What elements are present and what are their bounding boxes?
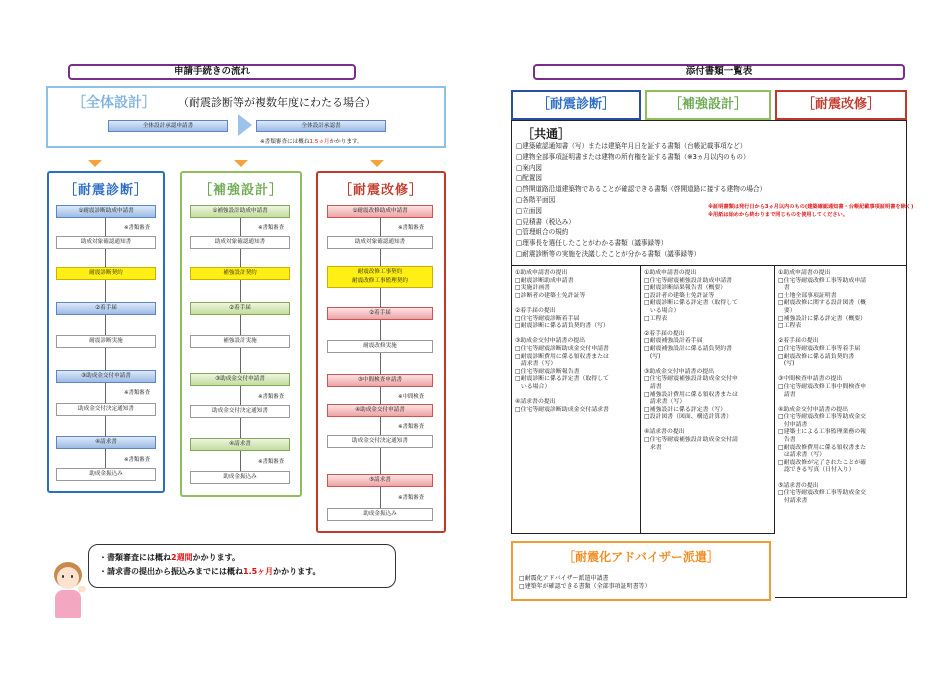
step-box: 助成金交付決定通知書: [56, 403, 156, 416]
step-box: ④請求書: [56, 436, 156, 449]
doc-item: 請求書（写）: [515, 361, 557, 368]
tab-design: ［補強設計］: [645, 90, 771, 120]
step-text: 耐震改修工事契約: [357, 269, 403, 275]
down-arrow-icon: [88, 160, 102, 167]
step-box: 助成金交付決定通知書: [327, 435, 433, 448]
doc-item: ③助成金交付申請書の提出: [644, 368, 715, 375]
step-note: ※書類審査: [124, 457, 151, 463]
doc-item: □住宅等耐震補強設計助成申請書: [644, 277, 733, 284]
doc-item: 請求書（写）: [644, 399, 686, 406]
step-box: 助成金振込み: [190, 471, 290, 484]
down-arrow-icon: [370, 160, 384, 167]
doc-item: □建築確認通知書（写）または建築年月日を証する書類（台帳記載事項など）: [516, 142, 747, 150]
doc-item: ②着手届の提出: [515, 307, 556, 314]
doc-item: ①助成申請書の提出: [515, 270, 568, 276]
doc-item: □耐震改修に係る請負契約書: [778, 353, 855, 360]
step-box: 耐震診断契約: [56, 267, 156, 280]
doc-item: □耐震化アドバイザー派遣申請書: [519, 575, 609, 582]
doc-item: ④助成金交付申請書の提出: [778, 406, 849, 413]
doc-item: □実施計画書: [515, 285, 551, 292]
doc-item: 付申請書: [778, 421, 808, 428]
step-note: ※書類審査: [258, 459, 285, 465]
doc-item: 付請求書: [778, 497, 808, 504]
doc-item: □住宅等耐震補強設計助成金交付請: [644, 437, 738, 444]
step-note: ※書類審査: [398, 225, 425, 231]
doc-item: □補強設計に係る評定書（写）: [644, 406, 727, 413]
column-title: ［補強設計］: [198, 183, 283, 198]
common-docs-list: [516, 141, 766, 260]
all-design-section: [46, 86, 446, 148]
notice-line: ・書類審査には概ね2週間かかります。: [99, 553, 240, 562]
notice-bubble: [88, 544, 396, 588]
doc-item: □耐震診断等の実施を決議したことが分かる書類（議事録等）: [516, 249, 701, 258]
step-box: ④助成金交付申請書: [327, 404, 433, 417]
doc-item: □住宅等耐震診断助成金交付請求書: [515, 406, 609, 413]
all-design-note: ※書類審査には概ね1.5ヵ月かかります。: [260, 139, 363, 145]
diagnosis-docs-box: [511, 266, 641, 534]
doc-item: □耐震診断費用に係る領収書または: [515, 353, 609, 360]
step-box: 助成金交付決定通知書: [190, 405, 290, 418]
doc-item: □啓開道路沿道建築物であることが確認できる書類（啓開道路に接する建物の場合）: [516, 185, 767, 194]
doc-item: □診断者の建築士免許証等: [515, 292, 586, 299]
diagnosis-docs-list: [515, 270, 609, 414]
flow-title: 申請手続きの流れ: [68, 64, 356, 80]
advisor-box: [511, 541, 771, 601]
step-box: ②着手届: [190, 302, 290, 315]
doc-item: □配置図: [516, 174, 543, 183]
doc-item: ④請求書の提出: [644, 429, 685, 436]
column-title: ［耐震改修］: [338, 183, 423, 198]
doc-item: □建物全部事項証明書または建物の所有権を証する書類（※3ヵ月以内のもの）: [516, 152, 750, 161]
doc-item: □案内図: [516, 163, 543, 172]
down-arrow-icon: [234, 160, 248, 167]
doc-item: □住宅等耐震改修工事等着手届: [778, 345, 861, 352]
doc-item: [644, 361, 738, 369]
all-design-subtitle: （耐震診断等が複数年度にわたる場合）: [178, 96, 376, 109]
doc-item: □管理組合の規約: [516, 228, 569, 237]
doc-item: □各階平面図: [516, 195, 556, 204]
doc-item: □住宅等耐震改修工事等助成金交: [778, 490, 867, 497]
step-box: ⑤請求書: [327, 474, 433, 487]
doc-item: □住宅等耐震改修工事等助成申請: [778, 277, 867, 284]
step-box: ②着手届: [327, 307, 433, 320]
doc-item: □住宅等耐震補強設計助成金交付申: [644, 376, 738, 383]
advisor-docs-list: [519, 575, 651, 591]
step-box: [327, 266, 433, 288]
doc-item: □住宅等耐震改修工事中間検査申: [778, 383, 867, 390]
step-box: 助成対象確認通知書: [190, 236, 290, 249]
doc-item: いる場合）: [515, 383, 551, 390]
doc-item: □耐震改修が完了されたことが確: [778, 459, 867, 466]
doc-item: □工程表: [778, 323, 802, 330]
doc-item: [778, 399, 866, 407]
step-box: 耐震改修実施: [327, 340, 433, 353]
tab-retrofit: ［耐震改修］: [775, 90, 907, 120]
step-note: ※書類審査: [398, 495, 425, 501]
step-text: 耐震改修工事監理契約: [352, 278, 408, 284]
doc-item: は請求書（写）: [778, 452, 826, 459]
doc-item: ①助成申請書の提出: [778, 270, 831, 276]
step-box: ①耐震診断助成申請書: [56, 205, 156, 218]
doc-item: ⑤請求書の提出: [778, 482, 819, 489]
doc-item: □住宅等耐震診断報告書: [515, 368, 580, 375]
step-box: ③中間検査申請書: [327, 374, 433, 387]
design-docs-list: [644, 270, 738, 452]
retrofit-docs-box: [775, 266, 907, 598]
step-box: 助成金振込み: [56, 468, 156, 481]
doc-item: □補強設計に係る評定書（概要）: [778, 315, 867, 322]
step-box: ③助成金交付申請書: [56, 370, 156, 383]
step-box: ③助成金交付申請書: [190, 373, 290, 386]
doc-item: □設計図書（図面、構造計算書）: [644, 414, 733, 421]
step-note: ※中間検査: [398, 394, 425, 400]
all-design-title: ［全体設計］: [72, 95, 156, 111]
common-red-note: ※用紙は始めから終わりまで同じものを使用してください。: [708, 212, 848, 218]
doc-item: □工程表: [644, 315, 668, 322]
step-box: ①耐震改修助成申請書: [327, 205, 433, 218]
doc-item: □見積書（税込み）: [516, 217, 575, 226]
doc-item: □耐震改修費用に係る領収書また: [778, 444, 867, 451]
doc-item: □耐震診断に係る評定書（取得して: [644, 300, 738, 307]
doc-item: □補強設計費用に係る領収書または: [644, 391, 738, 398]
doc-item: (写): [644, 353, 661, 360]
doc-item: ④請求書の提出: [515, 399, 556, 406]
doc-item: □理事長を選任したことがわかる書類（議事録等）: [516, 239, 668, 248]
common-title: ［共通］: [522, 127, 571, 141]
doc-item: (写): [778, 361, 795, 368]
arrow-right-icon: [238, 114, 252, 136]
doc-item: ③助成金交付申請書の提出: [515, 338, 586, 345]
doc-item: □建築士による工事監理業務の報: [778, 429, 867, 436]
doc-item: □耐震補強設計に係る請負契約書: [644, 345, 733, 352]
doc-item: □設計者の建築士免許証等: [644, 292, 715, 299]
notice-line: ・請求書の提出から振込みまでには概ね1.5ヶ月かかります。: [99, 567, 321, 576]
doc-item: [644, 323, 738, 331]
step-box: 助成金振込み: [327, 508, 433, 521]
doc-item: □土地全部事項証明書: [778, 292, 837, 299]
design-docs-box: [641, 266, 775, 534]
doc-item: □住宅等耐震診断着手届: [515, 315, 580, 322]
doc-item: □立面図: [516, 206, 543, 215]
all-design-box-apply: 全体設計承認申請書: [108, 120, 228, 132]
doc-item: 書: [778, 285, 790, 292]
doc-item: [515, 300, 609, 308]
flow-line: [380, 206, 381, 516]
step-note: ※書類審査: [124, 225, 151, 231]
doc-item: [778, 475, 866, 483]
retrofit-docs-list: [778, 270, 866, 505]
common-docs-box: [511, 120, 914, 266]
avatar: [48, 560, 88, 620]
doc-item: □住宅等耐震診断助成金交付申請書: [515, 345, 609, 352]
doc-item: [515, 392, 609, 400]
doc-item: 請書: [778, 391, 796, 398]
doc-item: □耐震改修に関する設計図書（概: [778, 300, 867, 307]
step-note: ※書類審査: [398, 424, 425, 430]
tab-diagnosis: ［耐震診断］: [511, 90, 641, 120]
doc-item: □耐震診断に係る評定書（取得して: [515, 376, 609, 383]
doc-item: 認できる写真（日付入り）: [778, 467, 855, 474]
advisor-title: ［耐震化アドバイザー派遣］: [563, 550, 719, 564]
doc-item: □耐震補強設計着手届: [644, 338, 703, 345]
doc-item: ③中間検査申請書の提出: [778, 376, 843, 383]
step-box: 助成対象確認通知書: [56, 236, 156, 249]
doc-item: いる場合）: [644, 307, 680, 314]
step-box: 補強設計契約: [190, 267, 290, 280]
doc-item: ②着手届の提出: [778, 338, 819, 345]
doc-item: □耐震診断助成申請書: [515, 277, 574, 284]
common-red-note: ※証明書類は発行日から3ヵ月以内のもの(建築確認通知書・台帳記載事項証明書を除く): [708, 204, 914, 210]
doc-item: ①助成申請書の提出: [644, 270, 697, 276]
step-box: ④請求書: [190, 438, 290, 451]
step-box: ②着手届: [56, 302, 156, 315]
doc-item: □耐震診断結果報告書（概要）: [644, 285, 727, 292]
attachments-title: 添付書類一覧表: [533, 64, 905, 80]
doc-item: □建築年が確認できる書類（全部事項証明書等）: [519, 583, 651, 590]
doc-item: □耐震診断に係る請負契約書（写）: [515, 323, 609, 330]
doc-item: □住宅等耐震改修工事等助成金交: [778, 414, 867, 421]
doc-item: ②着手届の提出: [644, 330, 685, 337]
all-design-box-approve: 全体設計承認書: [256, 120, 386, 132]
step-note: ※書類審査: [124, 390, 151, 396]
column-title: ［耐震診断］: [63, 183, 148, 198]
step-box: 助成対象確認通知書: [327, 236, 433, 249]
step-note: ※書類審査: [258, 225, 285, 231]
step-box: 耐震診断実施: [56, 335, 156, 348]
doc-item: 告書: [778, 437, 796, 444]
step-box: 補強設計実施: [190, 335, 290, 348]
doc-item: 要）: [778, 307, 796, 314]
step-box: ①補強設計助成申請書: [190, 205, 290, 218]
doc-item: 請書: [644, 383, 662, 390]
step-note: ※書類審査: [258, 394, 285, 400]
doc-item: 求書: [644, 444, 662, 451]
